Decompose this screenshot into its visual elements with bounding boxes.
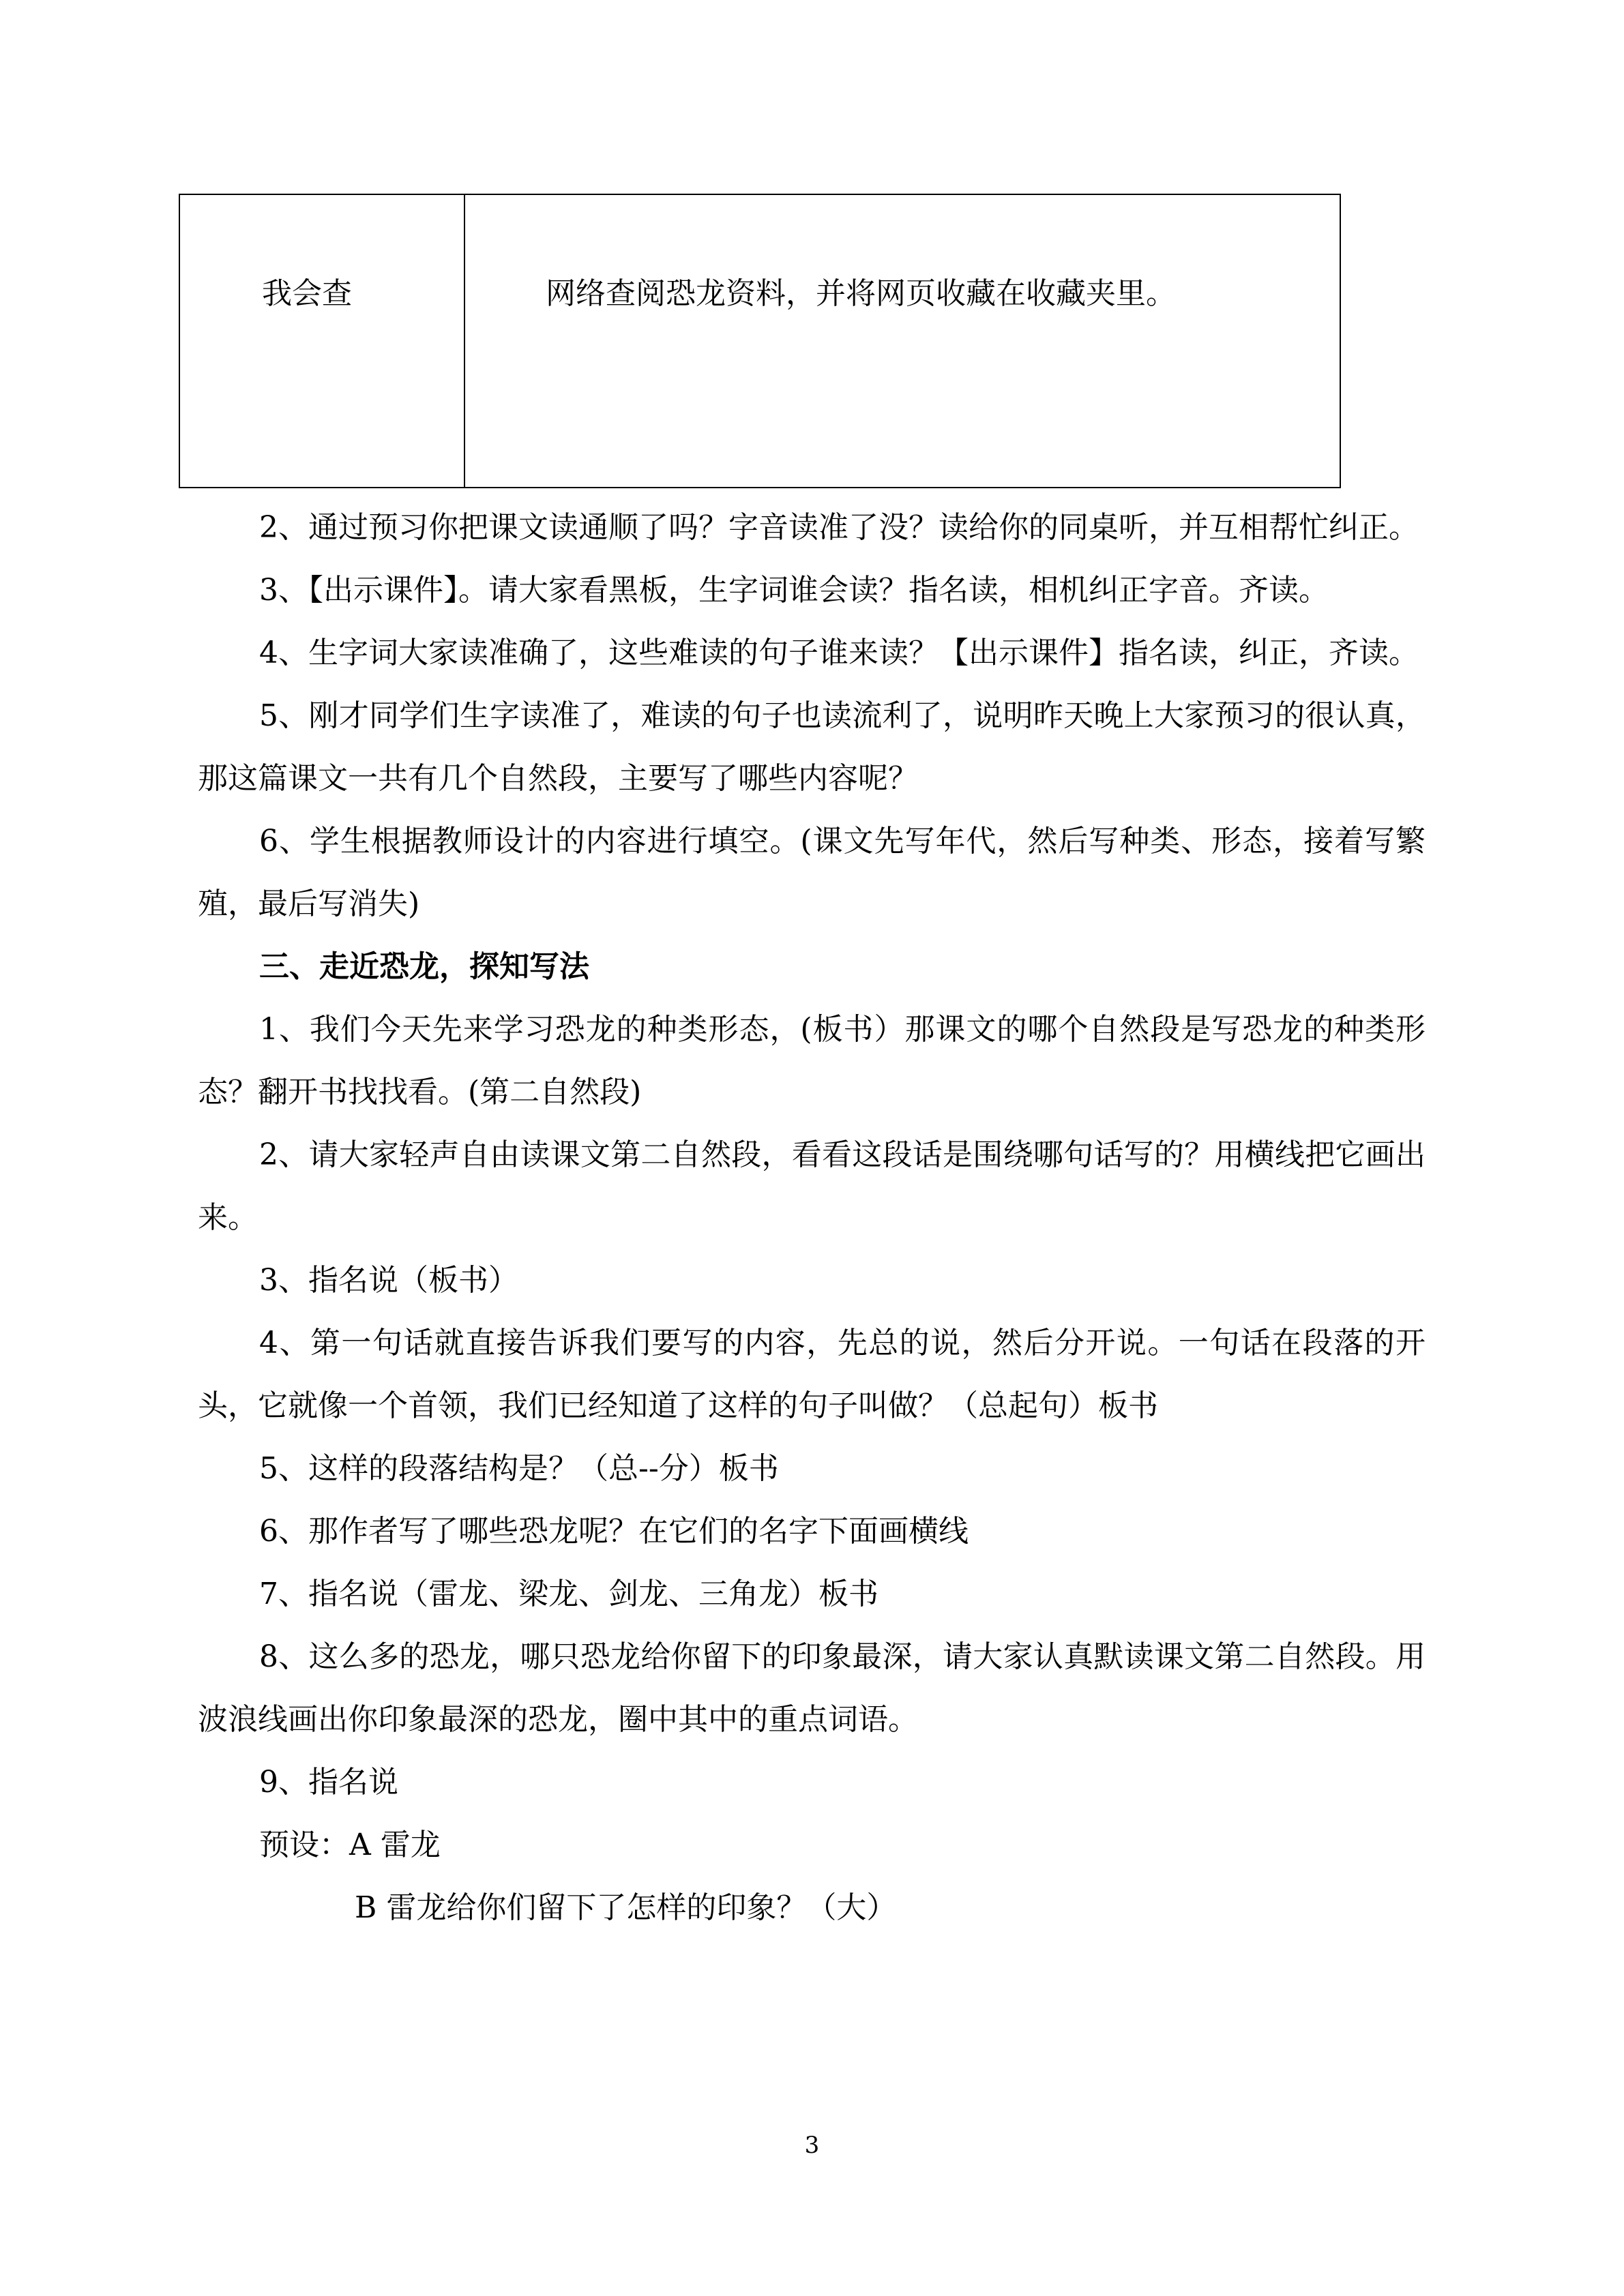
paragraph-option: B 雷龙给你们留下了怎样的印象？（大） (355, 1890, 897, 1925)
paragraph: 预设：A 雷龙 (259, 1828, 441, 1862)
paragraph: 4、生字词大家读准确了，这些难读的句子谁来读？【出示课件】指名读，纠正，齐读。 (259, 636, 1419, 670)
paragraph: 4、第一句话就直接告诉我们要写的内容，先总的说，然后分开说。一句话在段落的开头，它就像一个首领，我们已经知道了这样的句子叫做？（总起句）板书 (198, 1326, 1426, 1423)
paragraph: 2、请大家轻声自由读课文第二自然段，看看这段话是围绕哪句话写的？用横线把它画出来。 (198, 1137, 1426, 1235)
table-content: 网络查阅恐龙资料，并将网页收藏在收藏夹里。 (546, 276, 1176, 311)
paragraph: 3、【出示课件】。请大家看黑板，生字词谁会读？指名读，相机纠正字音。齐读。 (259, 573, 1329, 608)
section-heading: 三、走近恐龙，探知写法 (259, 949, 589, 984)
paragraph: 2、通过预习你把课文读通顺了吗？字音读准了没？读给你的同桌听，并互相帮忙纠正。 (259, 510, 1419, 545)
paragraph: 7、指名说（雷龙、梁龙、剑龙、三角龙）板书 (259, 1577, 879, 1611)
table-content-cell (465, 195, 1340, 488)
paragraph: 3、指名说（板书） (259, 1263, 518, 1298)
paragraph: 9、指名说 (259, 1765, 398, 1800)
info-table (179, 194, 1341, 488)
document-body (198, 496, 1426, 1939)
table-label-cell (180, 195, 464, 488)
paragraph: 5、刚才同学们生字读准了，难读的句子也读流利了，说明昨天晚上大家预习的很认真，那这篇课文一共有几个自然段，主要写了哪些内容呢？ (198, 698, 1426, 796)
page-number: 3 (804, 2132, 820, 2159)
paragraph: 6、那作者写了哪些恐龙呢？在它们的名字下面画横线 (259, 1514, 969, 1549)
paragraph: 5、这样的段落结构是？（总--分）板书 (259, 1451, 779, 1486)
table-label: 我会查 (262, 276, 352, 311)
paragraph: 1、我们今天先来学习恐龙的种类形态，(板书）那课文的哪个自然段是写恐龙的种类形态？翻开书找找看。(第二自然段) (198, 1012, 1426, 1109)
paragraph: 6、学生根据教师设计的内容进行填空。(课文先写年代，然后写种类、形态，接着写繁殖，最后写消失) (198, 824, 1426, 921)
paragraph: 8、这么多的恐龙，哪只恐龙给你留下的印象最深，请大家认真默读课文第二自然段。用波浪线画出你印象最深的恐龙，圈中其中的重点词语。 (198, 1639, 1426, 1737)
